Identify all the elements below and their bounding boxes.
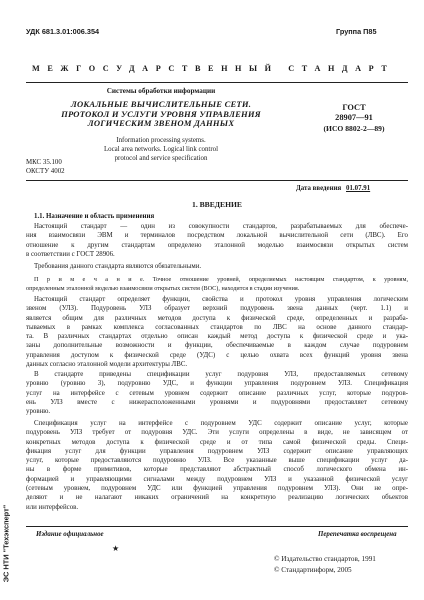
p5-line-8: (сетевым уровнем, подуровнем УДС или функцией управления подуровнем УЛЗ). Они не опре- <box>26 485 408 493</box>
series-title: Системы обработки информации <box>106 87 216 95</box>
p1-line-4: в соответствии с ГОСТ 28906. <box>26 250 115 258</box>
header-rule-top <box>26 82 408 83</box>
standard-type: МЕЖГОСУДАРСТВЕННЫЙ СТАНДАРТ <box>32 64 395 73</box>
p1-line-1: Настоящий стандарт — один из совокупности стандартов, разрабатываемых для обеспече- <box>34 223 408 230</box>
p3-line-2: звеном (УЛЗ). Подуровень УЛЗ образует верхний подуровень звена данных (черт. 1.1) и <box>26 305 408 313</box>
p5-line-9: деляют и не налагают никаких ограничений на конкретную реализацию логических объектов <box>26 494 408 502</box>
gost-number: 28907—91 <box>335 113 373 123</box>
p1-line-2: ния взаимосвязи ЭВМ и терминалов посредством локальной вычислительной сети (ЛВС). Его <box>26 232 408 240</box>
p3-line-5: та. В различных стандартах отдельно описан каждый метод доступа к физической среде и ука- <box>26 333 408 341</box>
star-mark: ★ <box>112 544 120 553</box>
gost-label: ГОСТ <box>342 103 366 112</box>
udc-code: УДК 681.3.01:006.354 <box>26 27 100 36</box>
p3-line-3: является общим для различных методов доступа к физической среде, определенных и разраба- <box>26 314 408 322</box>
gost-block <box>300 103 408 134</box>
reprint-notice: Перепечатка воспрещена <box>318 531 397 538</box>
note <box>26 276 408 293</box>
p4-line-5: уровню. <box>26 408 51 416</box>
header-rule-bottom <box>26 180 408 181</box>
group-code: Группа П85 <box>336 27 377 36</box>
side-stamp: ЭС НТИ "Техэксперт" <box>1 504 11 583</box>
subsection-heading: 1.1. Назначение и область применения <box>34 213 155 220</box>
title-ru-line-1: ЛОКАЛЬНЫЕ ВЫЧИСЛИТЕЛЬНЫЕ СЕТИ. <box>70 99 252 109</box>
p1-line-3: отношение к другим стандартам определено эталонной моделью взаимосвязи открытых систем <box>26 241 408 249</box>
note-line-1: П р и м е ч а н и е. Точное отношение уровней, определяемых настоящим стандартом, к уровням, <box>34 276 408 283</box>
paragraph-4 <box>26 370 408 416</box>
title-ru-line-2: ПРОТОКОЛ И УСЛУГИ УРОВНЯ УПРАВЛЕНИЯ <box>61 108 261 119</box>
p3-line-1: Настоящий стандарт определяет функции, свойства и протокол уровня управления логическим <box>34 296 408 303</box>
oksty-code: ОКСТУ 4002 <box>26 167 65 175</box>
paragraph-2 <box>34 262 408 271</box>
p3-line-8: данных согласно эталонной модели архитектуры ЛВС. <box>26 361 188 369</box>
p5-line-1: Спецификация услуг на интерфейсе с подуровнем УДС содержит описание услуг, которые <box>34 420 408 427</box>
p5-line-10: или интерфейсов. <box>26 503 79 511</box>
mks-code: МКС 35.100 <box>26 159 62 166</box>
title-en-line-1: Information processing systems. <box>116 137 206 144</box>
p5-line-4: фикация услуг для функции управления подуровнем УЛЗ содержит описание управляющих <box>26 447 408 455</box>
section-heading: 1. ВВЕДЕНИЕ <box>192 200 242 209</box>
p5-line-7: формацией и управляющими сигналами между подуровнем УЛЗ и указанной физической услуг <box>26 475 408 483</box>
paragraph-3 <box>26 295 408 369</box>
edition-label: Издание официальное <box>36 531 104 538</box>
p3-line-4: тываемых в рамках комплекса согласованных стандартов по ЛВС на основе данного стандар- <box>26 323 408 331</box>
paragraph-1 <box>26 222 408 259</box>
title-en-line-2: Local area networks. Logical link control <box>103 146 219 153</box>
copyright-2: © Стандартинформ, 2005 <box>274 566 352 574</box>
p4-line-4: ень УЛЗ вместе с нижерасположенными уровнями и подуровнями предоставляет сетевому <box>26 398 408 406</box>
intro-date <box>296 185 370 192</box>
p4-line-1: В стандарте приведены спецификации услуг подуровня УЛЗ, предоставляемых сетевому <box>34 371 408 378</box>
copyright-1: © Издательство стандартов, 1991 <box>274 555 376 563</box>
title-ru-line-3: ЛОГИЧЕСКИМ ЗВЕНОМ ДАННЫХ <box>87 118 235 129</box>
p5-line-2: подуровень УЛЗ требует от подуровня УДС. Эти услуги определены в виде, не зависящем от <box>26 429 408 437</box>
p5-line-6: ны в форме примитивов, которые представляют абстрактный способ логического обмена ин- <box>26 466 408 474</box>
p4-line-2: уровню (уровню 3), подуровню УДС, и функции управления подуровнем УЛЗ. Спецификация <box>26 380 408 388</box>
title-ru <box>26 100 296 129</box>
footer-rule <box>26 526 408 527</box>
intro-date-value: 01.07.91 <box>346 185 371 192</box>
iso-number: (ИСО 8802-2—89) <box>323 123 385 133</box>
classification-codes <box>26 159 65 177</box>
p5-line-5: услуг, которые предоставляются подуровню УЛЗ. Все указанные выше спецификации услуг да- <box>26 457 408 465</box>
intro-date-label: Дата введения <box>296 185 342 192</box>
p4-line-3: услуг на интерфейсе с сетевым уровнем содержит описание различных услуг, которые подуров- <box>26 389 408 397</box>
title-en <box>26 136 296 163</box>
p5-line-3: конкретных методов доступа к физической среде и от типа самой физической среды. Специ- <box>26 438 408 446</box>
title-en-line-3: protocol and service specification <box>114 155 208 162</box>
note-line-2: определенным эталонной моделью взаимосвязи открытых систем (ВОС), находится в стадии изучения. <box>26 284 300 292</box>
p2-line-1: Требования данного стандарта являются обязательными. <box>34 263 202 270</box>
p3-line-6: заны дополнительные возможности и функции, обеспечиваемые в каждом случае подуровнем <box>26 342 408 350</box>
p3-line-7: управления доступом к физической среде (УДС) с целью охвата всех функций уровня звена <box>26 351 408 359</box>
paragraph-5 <box>26 419 408 512</box>
